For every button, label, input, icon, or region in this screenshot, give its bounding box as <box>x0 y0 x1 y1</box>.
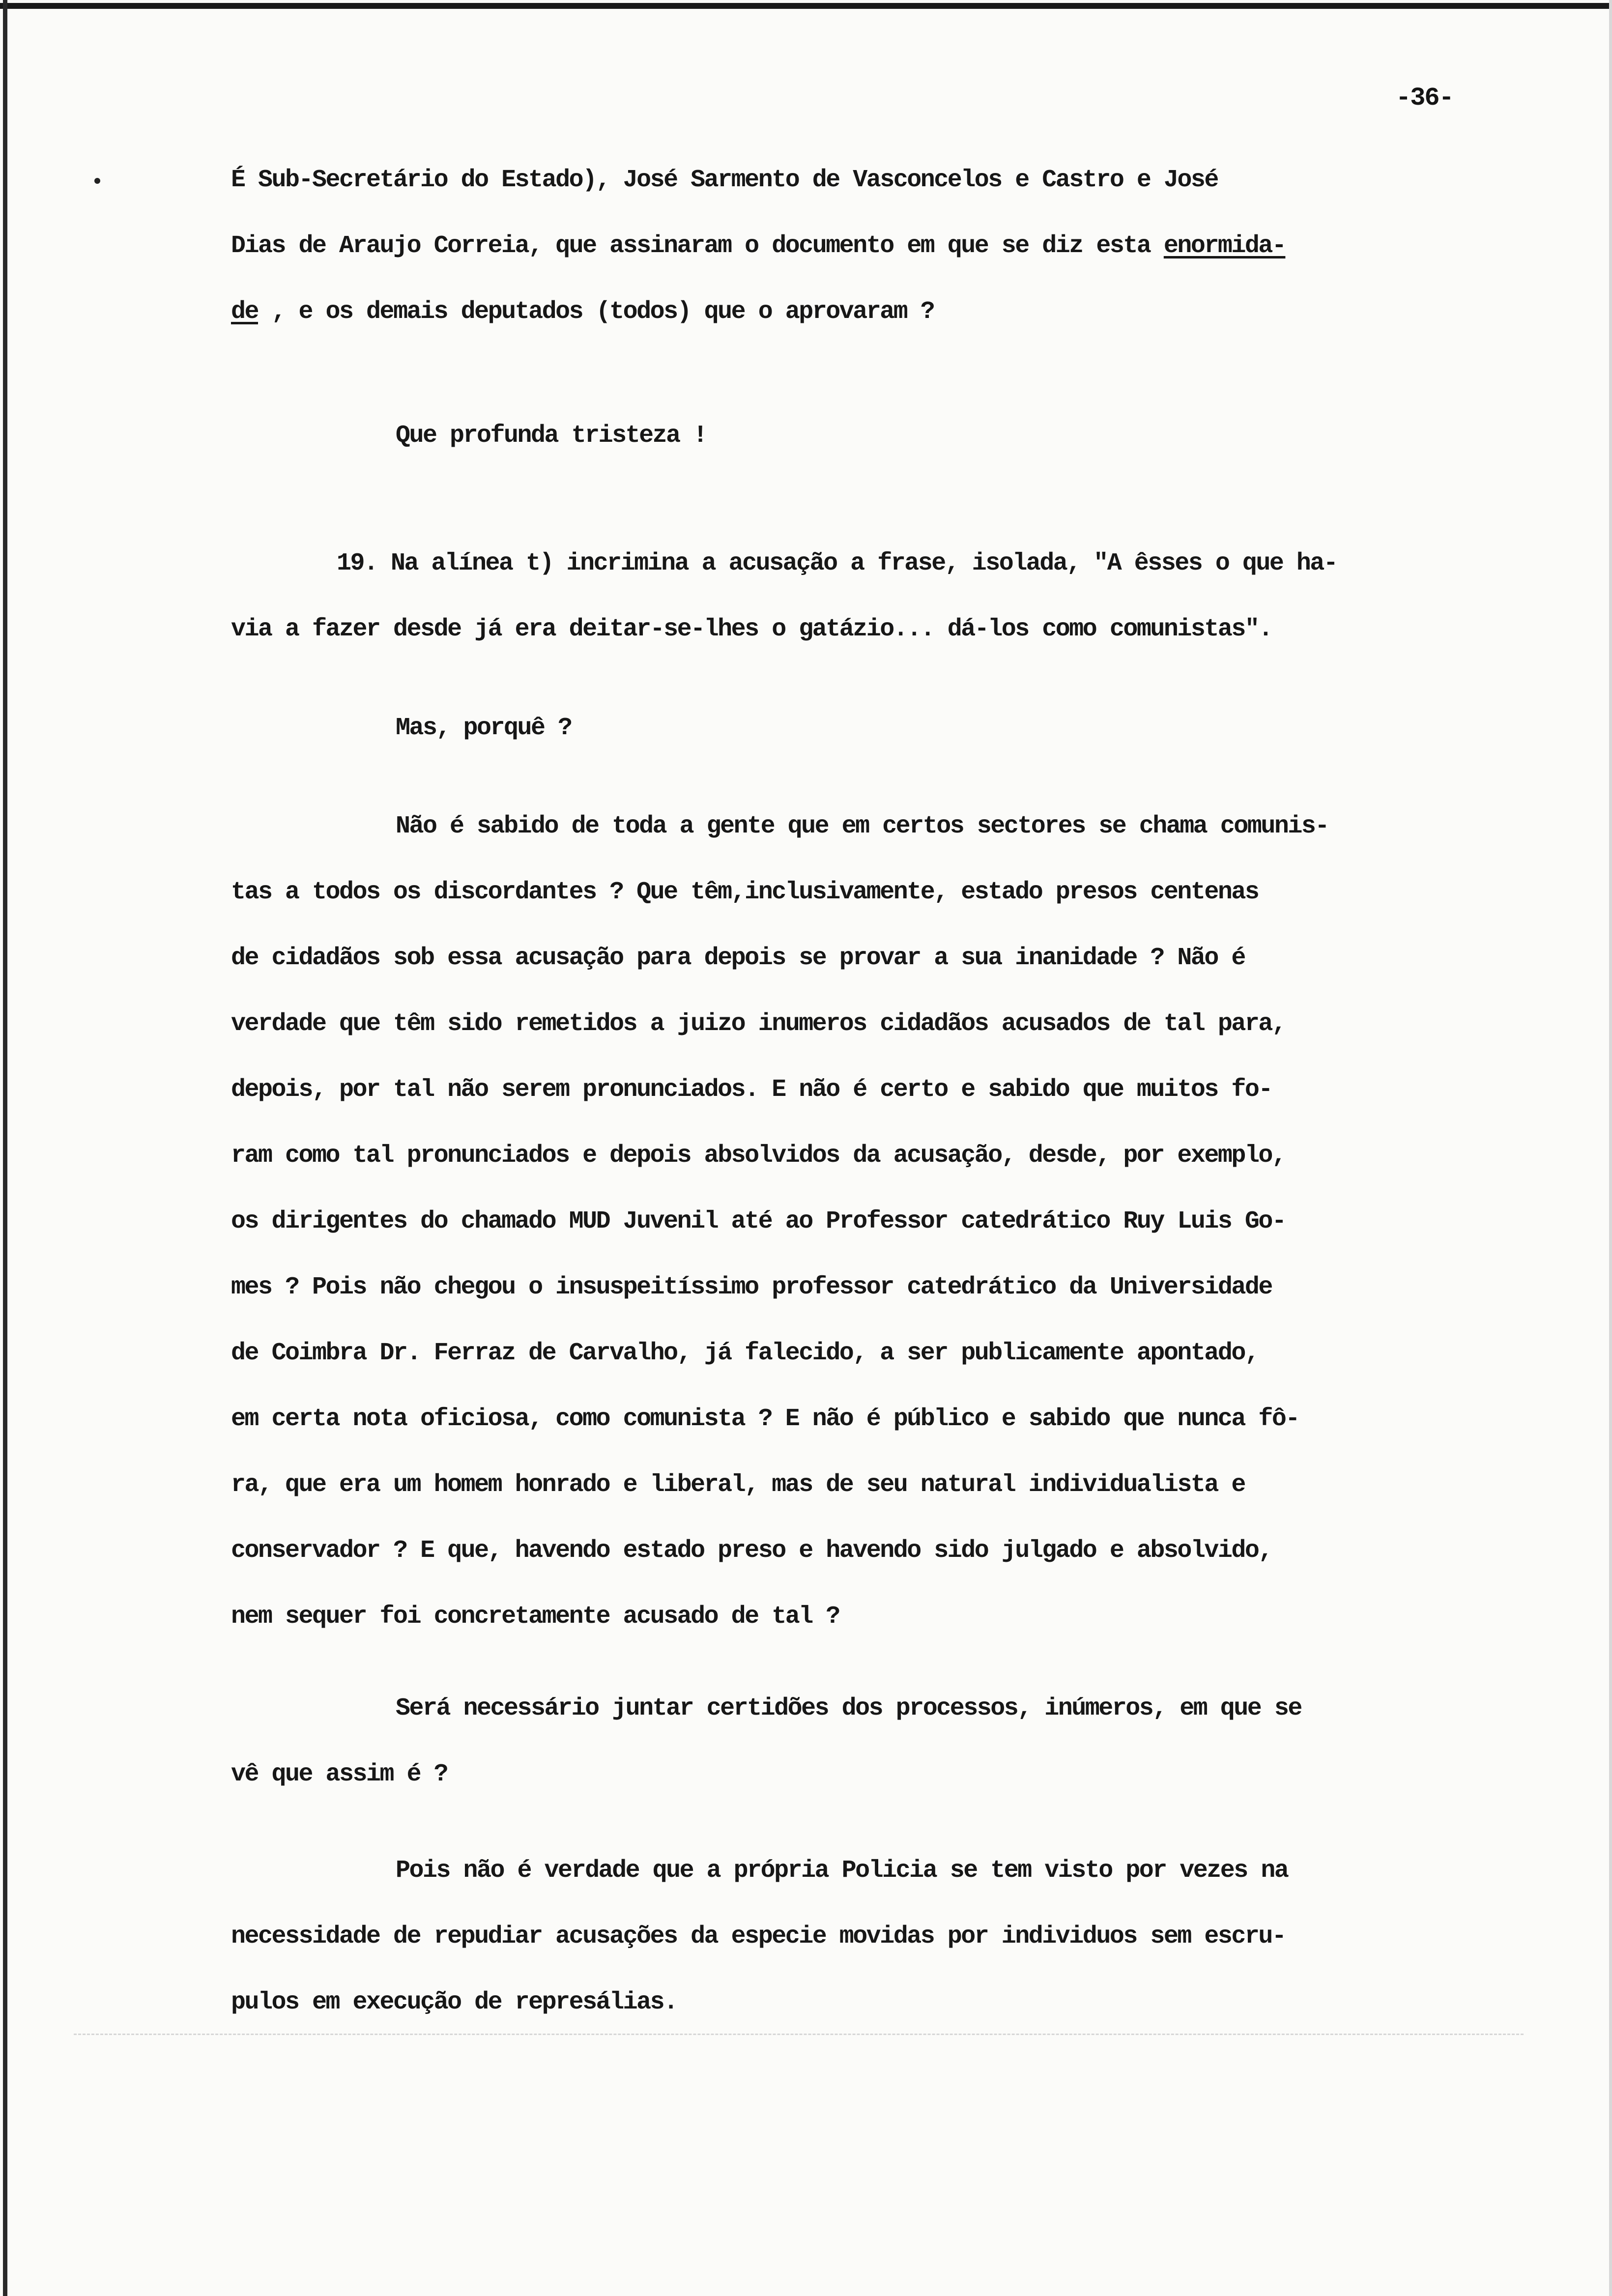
text-line: depois, por tal não serem pronunciados. E não é certo e sabido que muitos fo- <box>231 1076 1272 1104</box>
text-line: pulos em execução de represálias. <box>231 1988 677 2016</box>
paragraph-intro <box>231 147 1285 345</box>
text-line: tas a todos os discordantes ? Que têm,inclusivamente, estado presos centenas <box>231 878 1259 906</box>
paragraph-certidoes <box>231 1676 1301 1808</box>
text-line: os dirigentes do chamado MUD Juvenil até ao Professor catedrático Ruy Luis Go- <box>231 1207 1286 1235</box>
underlined-word: de <box>231 298 259 326</box>
text-line: de Coimbra Dr. Ferraz de Carvalho, já falecido, a ser publicamente apontado, <box>231 1339 1259 1367</box>
text-line: necessidade de repudiar acusações da especie movidas por individuos sem escru- <box>231 1923 1286 1951</box>
text-line: de , e os demais deputados (todos) que o aprovaram ? <box>231 298 934 326</box>
text-line: Será necessário juntar certidões dos processos, inúmeros, em que se <box>396 1694 1301 1722</box>
text-line: Que profunda tristeza ! <box>396 422 707 450</box>
text-line: ram como tal pronunciados e depois absolvidos da acusação, desde, por exemplo, <box>231 1142 1286 1170</box>
text-line: É Sub-Secretário do Estado), José Sarmento de Vasconcelos e Castro e José <box>231 166 1218 194</box>
page-number: -36- <box>1396 84 1453 113</box>
text-line: via a fazer desde já era deitar-se-lhes o gatázio... dá-los como comunistas". <box>231 615 1272 643</box>
text-line: ra, que era um homem honrado e liberal, mas de seu natural individualista e <box>231 1471 1245 1499</box>
text-line: conservador ? E que, havendo estado preso e havendo sido julgado e absolvido, <box>231 1537 1272 1565</box>
text-line: Dias de Araujo Correia, que assinaram o documento em que se diz esta enormida- <box>231 232 1286 260</box>
paragraph-item-19 <box>231 531 1337 662</box>
margin-dot <box>94 178 100 184</box>
scan-border-left <box>3 0 7 2296</box>
text-line: Pois não é verdade que a própria Policia se tem visto por vezes na <box>396 1857 1288 1885</box>
text-line: Não é sabido de toda a gente que em certos sectores se chama comunis- <box>396 812 1328 840</box>
text-line: verdade que têm sido remetidos a juizo inumeros cidadãos acusados de tal para, <box>231 1010 1286 1038</box>
paragraph-porque <box>396 695 572 761</box>
text-line: vê que assim é ? <box>231 1760 448 1788</box>
paragraph-sabido <box>231 794 1328 1650</box>
paragraph-tristeza <box>396 403 707 469</box>
paragraph-policia <box>231 1838 1288 2036</box>
scan-dashed-line <box>74 2034 1524 2035</box>
underlined-word: enormida- <box>1163 232 1286 260</box>
scan-border-top <box>0 3 1612 9</box>
text-line: de cidadãos sob essa acusação para depois se provar a sua inanidade ? Não é <box>231 944 1245 972</box>
text-line: mes ? Pois não chegou o insuspeitíssimo professor catedrático da Universidade <box>231 1273 1272 1301</box>
text-line: em certa nota oficiosa, como comunista ? E não é público e sabido que nunca fô- <box>231 1405 1299 1433</box>
text-line: Mas, porquê ? <box>396 714 572 742</box>
scan-border-right <box>1609 0 1612 2296</box>
text-line: nem sequer foi concretamente acusado de tal ? <box>231 1603 839 1631</box>
text-line: 19. Na alínea t) incrimina a acusação a frase, isolada, "A êsses o que ha- <box>337 549 1337 577</box>
